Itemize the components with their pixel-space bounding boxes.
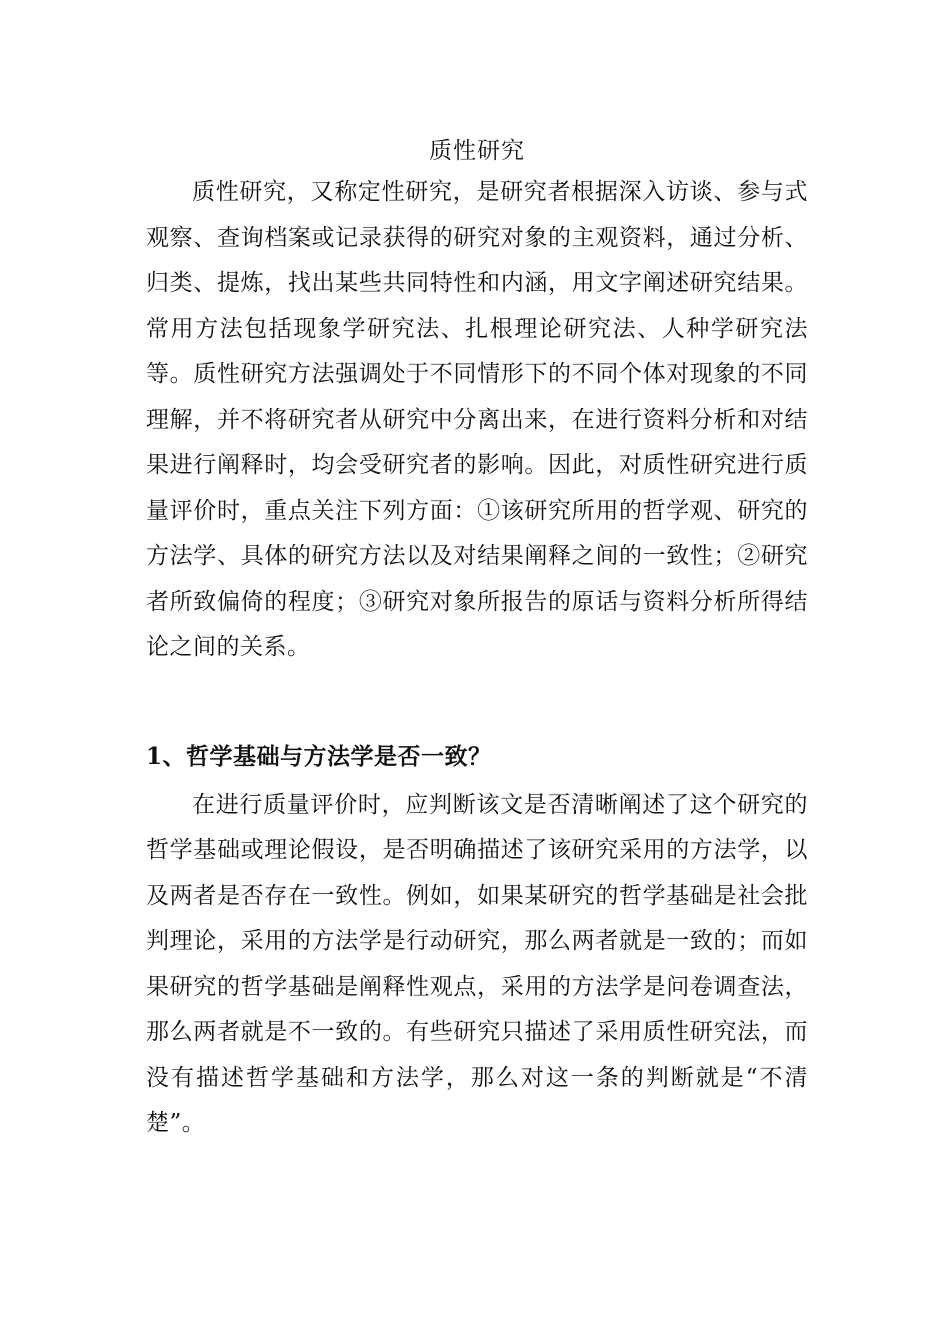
document-title: 质性研究 xyxy=(429,138,525,164)
section-1-heading: 1、哲学基础与方法学是否一致？ xyxy=(146,742,492,770)
section-1-paragraph: 在进行质量评价时，应判断该文是否清晰阐述了这个研究的哲学基础或理论假设，是否明确描述了该研究采用的方法学，以及两者是否存在一致性。例如，如果某研究的哲学基础是社会批判理论，采用的方法学是行动研究，那么两者就是一致的；而如果研究的哲学基础是阐释性观点，采用的方法学是问卷调查法，那么两者就是不一致的。有些研究只描述了采用质性研究法，而没有描述哲学基础和方法学，那么对这一条的判断就是“不清楚”。 xyxy=(146,791,808,1136)
intro-paragraph: 质性研究，又称定性研究，是研究者根据深入访谈、参与式观察、查询档案或记录获得的研究对象的主观资料，通过分析、归类、提炼，找出某些共同特性和内涵，用文字阐述研究结果。常用方法包括现象学研究法、扎根理论研究法、人种学研究法等。质性研究方法强调处于不同情形下的不同个体对现象的不同理解，并不将研究者从研究中分离出来，在进行资料分析和对结果进行阐释时，均会受研究者的影响。因此，对质性研究进行质量评价时，重点关注下列方面：①该研究所用的哲学观、研究的方法学、具体的研究方法以及对结果阐释之间的一致性；②研究者所致偏倚的程度；③研究对象所报告的原话与资料分析所得结论之间的关系。 xyxy=(146,179,808,660)
document-page xyxy=(146,132,808,1147)
